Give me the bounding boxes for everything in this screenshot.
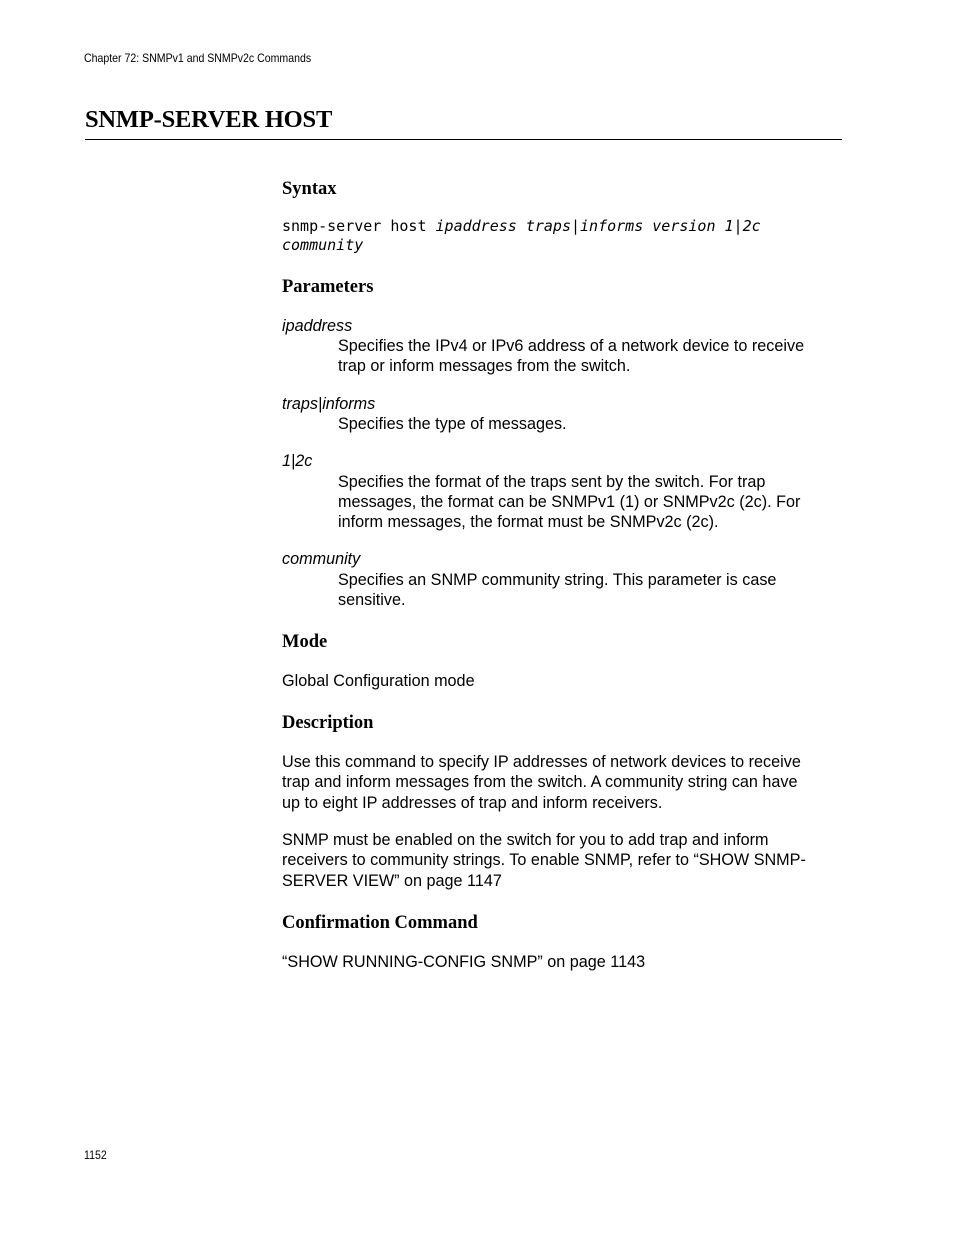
- param-term-community: community: [282, 550, 361, 568]
- param-def-version: [338, 472, 843, 532]
- description-heading: Description: [282, 713, 374, 733]
- param-def-traps-informs: [338, 414, 843, 434]
- description-line: receivers to community strings. To enable SNMP, refer to “SHOW SNMP-: [282, 851, 806, 870]
- parameters-heading: Parameters: [282, 277, 374, 297]
- description-line: trap and inform messages from the switch. A community string can have: [282, 773, 798, 792]
- confirmation-heading: Confirmation Command: [282, 913, 478, 933]
- param-term-version: 1|2c: [282, 452, 313, 470]
- param-def-line: Specifies an SNMP community string. This parameter is case: [338, 571, 777, 589]
- param-term-ipaddress: ipaddress: [282, 317, 353, 335]
- description-line: up to eight IP addresses of trap and inform receivers.: [282, 793, 663, 812]
- syntax-command: snmp-server host: [282, 217, 427, 235]
- syntax-args-1: ipaddress traps|informs version 1|2c: [435, 217, 761, 235]
- description-paragraph-1: [282, 752, 847, 813]
- syntax-heading: Syntax: [282, 179, 337, 199]
- page-number: 1152: [84, 1148, 107, 1162]
- param-def-line: inform messages, the format must be SNMPv2c (2c).: [338, 513, 719, 531]
- page-title: SNMP-SERVER HOST: [85, 106, 333, 133]
- title-rule: [85, 139, 842, 140]
- running-header: Chapter 72: SNMPv1 and SNMPv2c Commands: [84, 51, 312, 65]
- description-line: SERVER VIEW” on page 1147: [282, 871, 502, 890]
- syntax-line-1: [282, 217, 761, 236]
- description-line: SNMP must be enabled on the switch for you to add trap and inform: [282, 831, 769, 849]
- param-def-line: messages, the format can be SNMPv1 (1) or SNMPv2c (2c). For: [338, 493, 801, 511]
- param-term-traps-informs: traps|informs: [282, 395, 376, 413]
- syntax-code: [282, 217, 761, 255]
- syntax-args-2: community: [282, 236, 364, 254]
- param-def-community: [338, 570, 843, 610]
- param-def-line: sensitive.: [338, 591, 406, 609]
- mode-text: Global Configuration mode: [282, 672, 475, 690]
- param-def-line: Specifies the type of messages.: [338, 415, 567, 433]
- param-def-line: Specifies the format of the traps sent by the switch. For trap: [338, 473, 766, 491]
- confirmation-link[interactable]: “SHOW RUNNING-CONFIG SNMP” on page 1143: [282, 953, 646, 971]
- param-def-ipaddress: [338, 336, 843, 376]
- param-def-line: trap or inform messages from the switch.: [338, 357, 631, 375]
- description-paragraph-2: [282, 830, 847, 891]
- description-line: Use this command to specify IP addresses of network devices to receive: [282, 753, 801, 771]
- param-def-line: Specifies the IPv4 or IPv6 address of a network device to receive: [338, 337, 805, 355]
- mode-heading: Mode: [282, 632, 328, 652]
